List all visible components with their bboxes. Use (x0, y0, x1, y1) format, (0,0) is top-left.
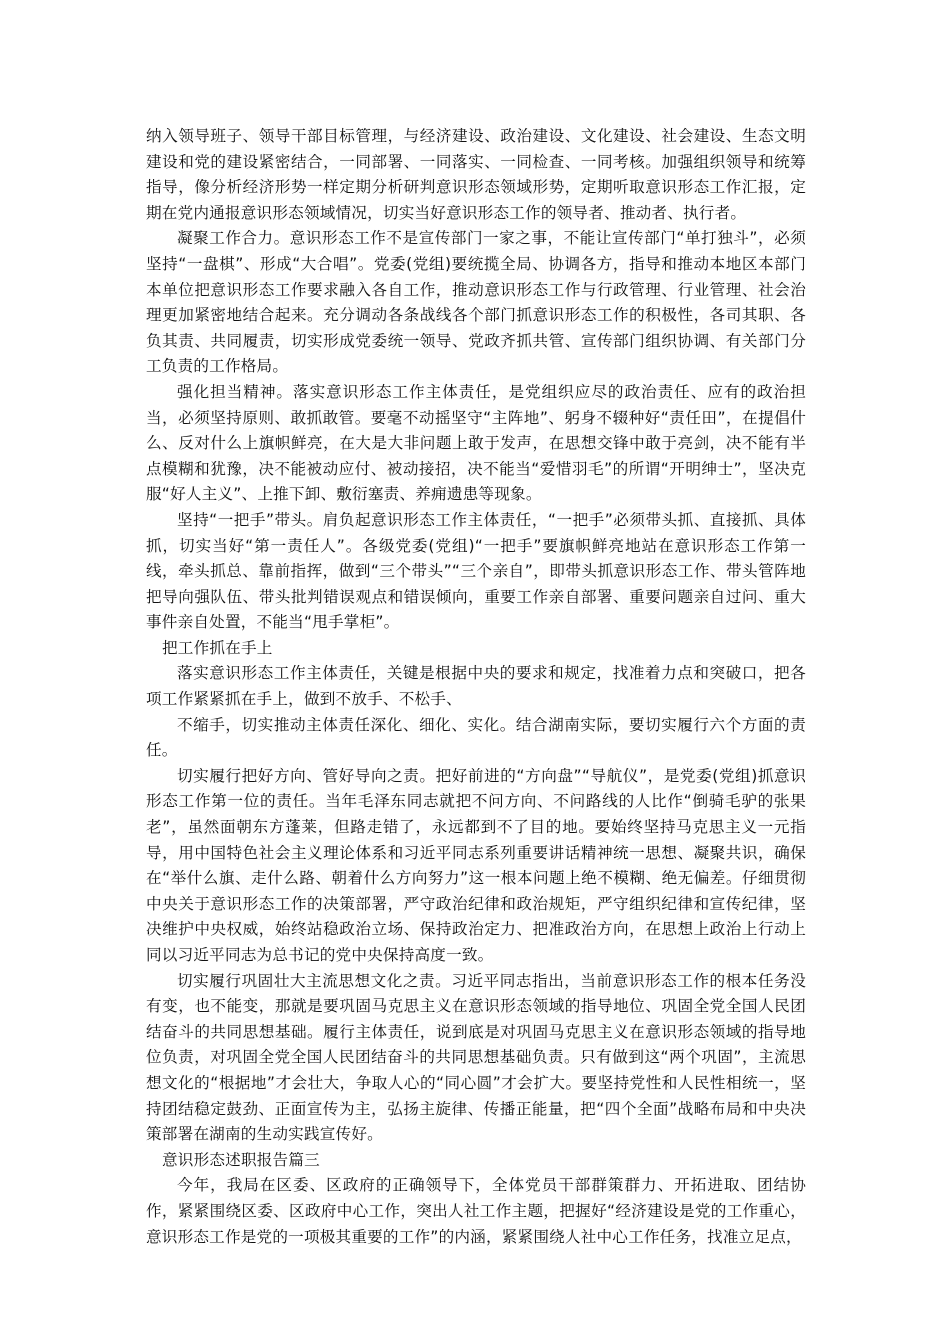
paragraph-direction: 切实履行把好方向、管好导向之责。把好前进的“方向盘”“导航仪”，是党委(党组)抓意识形态工作第一位的责任。当年毛泽东同志就把不问方向、不问路线的人比作“倒骑毛驴的张果老”，虽然面朝东方蓬莱，但路走错了，永远都到不了目的地。要始终坚持马克思主义一元指导，用中国特色社会主义理论体系和习近平同志系列重要讲话精神统一思想、凝聚共识，确保在“举什么旗、走什么路、朝着什么方向努力”这一根本问题上绝不模糊、绝无偏差。仔细贯彻中央关于意识形态工作的决策部署，严守政治纪律和政治规矩，严守组织纪律和宣传纪律，坚决维护中央权威，始终站稳政治立场、保持政治定力、把准政治方向，在思想上政治上行动上同以习近平同志为总书记的党中央保持高度一致。 (146, 766, 806, 964)
section-heading-grasp-work: 把工作抓在手上 (162, 638, 273, 657)
paragraph-this-year: 今年，我局在区委、区政府的正确领导下，全体党员干部群策群力、开拓进取、团结协作，紧紧围绕区委、区政府中心工作，突出人社工作主题，把握好“经济建设是党的工作重心，意识形态工作是党的一项极其重要的工作”的内涵，紧紧围绕人社中心工作任务，找准立足点， (146, 1176, 806, 1246)
paragraph-top-leader: 坚持“一把手”带头。肩负起意识形态工作主体责任，“一把手”必须带头抓、直接抓、具体抓，切实当好“第一责任人”。各级党委(党组)“一把手”要旗帜鲜亮地站在意识形态工作第一线，牵头抓总、靠前指挥，做到“三个带头”“三个亲自”，即带头抓意识形态工作、带头管阵地把导向强队伍、带头批判错误观点和错误倾向，重要工作亲自部署、重要问题亲自过问、重大事件亲自处置，不能当“甩手掌柜”。 (146, 510, 806, 632)
document-body (146, 124, 806, 1250)
paragraph-leadership-integration: 纳入领导班子、领导干部目标管理，与经济建设、政治建设、文化建设、社会建设、生态文明建设和党的建设紧密结合，一同部署、一同落实、一同检查、一同考核。加强组织领导和统筹指导，像分析经济形势一样定期分析研判意识形态领域形势，定期听取意识形态工作汇报，定期在党内通报意识形态领域情况，切实当好意识形态工作的领导者、推动者、执行者。 (146, 127, 806, 222)
paragraph-six-responsibilities: 不缩手，切实推动主体责任深化、细化、实化。结合湖南实际，要切实履行六个方面的责任。 (146, 715, 806, 760)
section-heading-report-part-three: 意识形态述职报告篇三 (162, 1150, 320, 1169)
paragraph-responsibility-spirit: 强化担当精神。落实意识形态工作主体责任，是党组织应尽的政治责任、应有的政治担当，必须坚持原则、敢抓敢管。要毫不动摇坚守“主阵地”、躬身不辍种好“责任田”，在提倡什么、反对什么上旗帜鲜亮，在大是大非问题上敢于发声，在思想交锋中敢于亮剑，决不能有半点模糊和犹豫，决不能被动应付、被动接招，决不能当“爱惜羽毛”的所谓“开明绅士”，坚决克服“好人主义”、上推下卸、敷衍塞责、养痈遗患等现象。 (146, 382, 806, 504)
paragraph-mainstream-culture: 切实履行巩固壮大主流思想文化之责。习近平同志指出，当前意识形态工作的根本任务没有变，也不能变，那就是要巩固马克思主义在意识形态领域的指导地位、巩固全党全国人民团结奋斗的共同思想基础。履行主体责任，说到底是对巩固马克思主义在意识形态领域的指导地位负责，对巩固全党全国人民团结奋斗的共同思想基础负责。只有做到这“两个巩固”，主流思想文化的“根据地”才会壮大，争取人心的“同心圆”才会扩大。要坚持党性和人民性相统一，坚持团结稳定鼓劲、正面宣传为主，弘扬主旋律、传播正能量，把“四个全面”战略布局和中央决策部署在湖南的生动实践宣传好。 (146, 971, 806, 1144)
paragraph-joint-force: 凝聚工作合力。意识形态工作不是宣传部门一家之事，不能让宣传部门“单打独斗”，必须坚持“一盘棋”、形成“大合唱”。党委(党组)要统揽全局、协调各方，指导和推动本地区本部门本单位把意识形态工作要求融入各自工作，推动意识形态工作与行政管理、行业管理、社会治理更加紧密地结合起来。充分调动各条战线各个部门抓意识形态工作的积极性，各司其职、各负其责、共同履责，切实形成党委统一领导、党政齐抓共管、宣传部门组织协调、有关部门分工负责的工作格局。 (146, 229, 806, 376)
paragraph-key-points: 落实意识形态工作主体责任，关键是根据中央的要求和规定，找准着力点和突破口，把各项工作紧紧抓在手上，做到不放手、不松手、 (146, 664, 806, 709)
